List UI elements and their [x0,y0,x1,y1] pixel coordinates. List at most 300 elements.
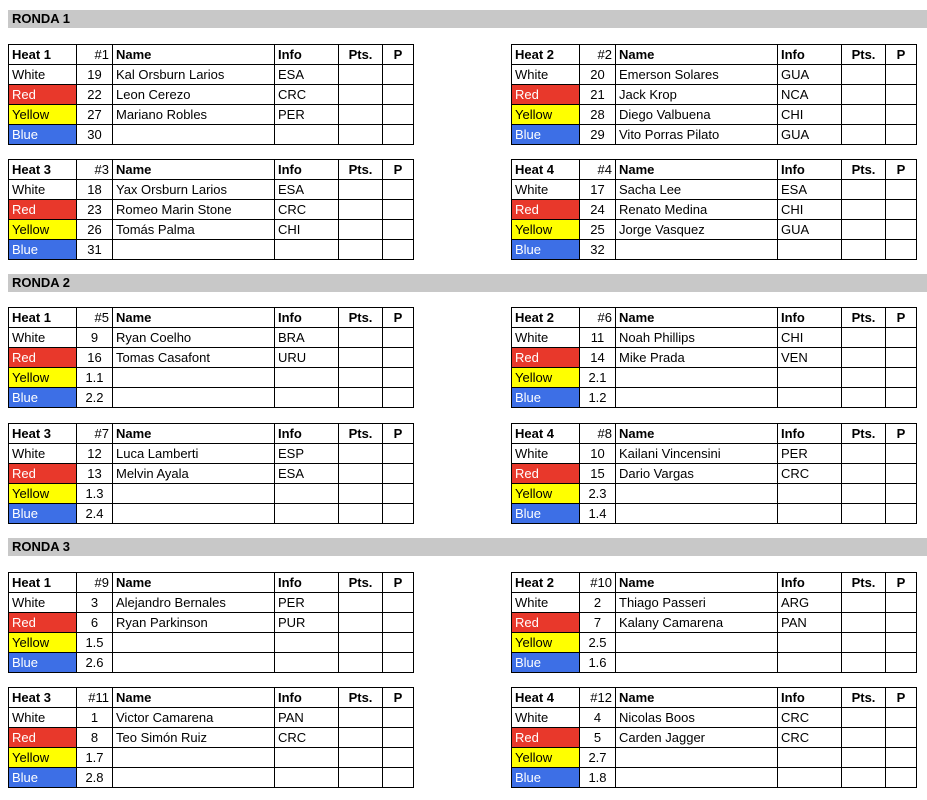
position-cell [383,728,414,748]
seed-cell: 19 [77,65,113,85]
lane-row [512,388,917,408]
lane-row [512,484,917,504]
info-header: Info [275,424,339,444]
position-cell [383,180,414,200]
position-cell [383,464,414,484]
info-header: Info [778,424,842,444]
points-cell [339,388,383,408]
athlete-info: CHI [778,328,842,348]
points-header: Pts. [842,160,886,180]
lane-row [512,708,917,728]
lane-color-yellow: Yellow [9,748,77,768]
round-title: RONDA 3 [8,538,927,556]
lane-row [512,593,917,613]
seed-cell: 9 [77,328,113,348]
name-header: Name [113,573,275,593]
position-cell [383,368,414,388]
name-header: Name [113,424,275,444]
heat-label: Heat 2 [512,308,580,328]
seed-cell: 1.6 [580,653,616,673]
athlete-name: Leon Cerezo [113,85,275,105]
points-cell [339,613,383,633]
athlete-info: VEN [778,348,842,368]
seed-cell: 8 [77,728,113,748]
lane-row [512,85,917,105]
athlete-name: Emerson Solares [616,65,778,85]
seed-cell: 26 [77,220,113,240]
lane-row [9,220,414,240]
athlete-info: GUA [778,125,842,145]
name-header: Name [113,160,275,180]
seed-cell: 2 [580,593,616,613]
lane-color-white: White [512,180,580,200]
athlete-name [616,633,778,653]
position-cell [383,633,414,653]
lane-color-blue: Blue [512,125,580,145]
lane-row [9,368,414,388]
position-cell [383,105,414,125]
heat-number: #12 [580,688,616,708]
lane-row [9,180,414,200]
seed-cell: 7 [580,613,616,633]
athlete-info: PAN [275,708,339,728]
heat-label: Heat 3 [9,160,77,180]
heat-label: Heat 1 [9,45,77,65]
points-cell [339,464,383,484]
lane-row [9,768,414,788]
seed-cell: 6 [77,613,113,633]
points-cell [842,633,886,653]
heat-table [511,44,917,145]
athlete-name [616,653,778,673]
points-cell [339,65,383,85]
points-cell [842,464,886,484]
lane-color-white: White [9,708,77,728]
lane-color-red: Red [512,348,580,368]
info-header: Info [275,308,339,328]
points-cell [339,444,383,464]
lane-color-red: Red [512,200,580,220]
lane-color-white: White [9,180,77,200]
lane-color-yellow: Yellow [9,368,77,388]
seed-cell: 27 [77,105,113,125]
info-header: Info [778,160,842,180]
position-cell [383,200,414,220]
points-cell [842,105,886,125]
lane-color-red: Red [512,464,580,484]
athlete-info: ESA [778,180,842,200]
athlete-info [275,748,339,768]
points-cell [339,633,383,653]
seed-cell: 31 [77,240,113,260]
points-cell [842,613,886,633]
seed-cell: 24 [580,200,616,220]
lane-color-red: Red [9,464,77,484]
lane-color-yellow: Yellow [9,220,77,240]
points-header: Pts. [842,688,886,708]
heat-number: #4 [580,160,616,180]
heat-header-row [9,45,414,65]
seed-cell: 30 [77,125,113,145]
points-cell [842,484,886,504]
lane-color-blue: Blue [9,125,77,145]
athlete-info [778,388,842,408]
lane-row [9,484,414,504]
lane-color-yellow: Yellow [512,368,580,388]
athlete-info: BRA [275,328,339,348]
points-cell [339,504,383,524]
position-header: P [886,308,917,328]
lane-row [512,125,917,145]
lane-row [512,200,917,220]
athlete-name: Ryan Parkinson [113,613,275,633]
athlete-name: Jorge Vasquez [616,220,778,240]
heat-number: #8 [580,424,616,444]
athlete-info [778,484,842,504]
seed-cell: 10 [580,444,616,464]
points-cell [339,348,383,368]
heat-header-row [9,424,414,444]
position-cell [383,504,414,524]
athlete-info: ESA [275,65,339,85]
seed-cell: 28 [580,105,616,125]
position-cell [383,240,414,260]
position-header: P [383,424,414,444]
points-cell [842,504,886,524]
points-header: Pts. [842,573,886,593]
seed-cell: 1.7 [77,748,113,768]
position-cell [886,653,917,673]
position-cell [886,105,917,125]
position-cell [383,768,414,788]
lane-row [512,220,917,240]
lane-color-blue: Blue [9,768,77,788]
athlete-name: Luca Lamberti [113,444,275,464]
lane-color-red: Red [512,85,580,105]
lane-row [512,65,917,85]
athlete-name: Mike Prada [616,348,778,368]
info-header: Info [275,688,339,708]
points-cell [339,220,383,240]
lane-color-red: Red [512,613,580,633]
athlete-name: Noah Phillips [616,328,778,348]
position-cell [383,348,414,368]
lane-color-yellow: Yellow [512,748,580,768]
lane-color-red: Red [9,613,77,633]
heat-label: Heat 4 [512,160,580,180]
seed-cell: 1.8 [580,768,616,788]
lane-color-yellow: Yellow [512,633,580,653]
lane-color-blue: Blue [9,653,77,673]
lane-color-blue: Blue [512,388,580,408]
athlete-info [275,653,339,673]
seed-cell: 14 [580,348,616,368]
lane-color-white: White [512,708,580,728]
points-cell [842,240,886,260]
position-cell [886,388,917,408]
lane-color-blue: Blue [9,240,77,260]
athlete-info [778,653,842,673]
points-cell [339,593,383,613]
athlete-info [275,768,339,788]
lane-row [512,105,917,125]
points-cell [842,200,886,220]
lane-row [9,633,414,653]
athlete-info [275,504,339,524]
lane-color-yellow: Yellow [512,220,580,240]
position-header: P [886,160,917,180]
lane-row [512,653,917,673]
athlete-info [275,125,339,145]
heat-number: #7 [77,424,113,444]
lane-color-red: Red [9,200,77,220]
points-cell [842,328,886,348]
points-header: Pts. [842,308,886,328]
heat-header-row [512,688,917,708]
lane-color-yellow: Yellow [512,105,580,125]
position-cell [886,504,917,524]
lane-row [9,328,414,348]
seed-cell: 3 [77,593,113,613]
athlete-name: Tomas Casafont [113,348,275,368]
lane-row [512,504,917,524]
lane-row [9,444,414,464]
name-header: Name [616,160,778,180]
seed-cell: 13 [77,464,113,484]
lane-color-red: Red [512,728,580,748]
points-cell [339,728,383,748]
position-header: P [886,424,917,444]
athlete-name: Yax Orsburn Larios [113,180,275,200]
heat-header-row [512,573,917,593]
points-cell [842,444,886,464]
athlete-name [113,633,275,653]
athlete-name: Kailani Vincensini [616,444,778,464]
position-cell [383,65,414,85]
points-cell [842,388,886,408]
athlete-name: Melvin Ayala [113,464,275,484]
lane-color-blue: Blue [512,240,580,260]
athlete-name: Diego Valbuena [616,105,778,125]
athlete-name: Mariano Robles [113,105,275,125]
lane-row [512,328,917,348]
seed-cell: 21 [580,85,616,105]
athlete-name [113,653,275,673]
position-cell [383,653,414,673]
heat-label: Heat 4 [512,424,580,444]
info-header: Info [778,308,842,328]
points-cell [339,180,383,200]
position-cell [886,613,917,633]
seed-cell: 1.4 [580,504,616,524]
points-cell [842,220,886,240]
position-cell [886,768,917,788]
athlete-name [113,388,275,408]
seed-cell: 5 [580,728,616,748]
lane-row [512,180,917,200]
heat-table [511,159,917,260]
lane-color-white: White [512,444,580,464]
position-cell [383,444,414,464]
points-cell [842,180,886,200]
points-cell [339,125,383,145]
seed-cell: 17 [580,180,616,200]
heat-table [8,44,414,145]
athlete-name [616,388,778,408]
position-cell [383,613,414,633]
athlete-name: Vito Porras Pilato [616,125,778,145]
lane-color-white: White [9,328,77,348]
seed-cell: 1.2 [580,388,616,408]
athlete-info: URU [275,348,339,368]
heat-number: #9 [77,573,113,593]
points-cell [842,728,886,748]
points-cell [339,240,383,260]
points-header: Pts. [842,45,886,65]
heat-label: Heat 1 [9,573,77,593]
heat-label: Heat 4 [512,688,580,708]
lane-color-red: Red [9,728,77,748]
position-header: P [886,45,917,65]
athlete-name: Thiago Passeri [616,593,778,613]
athlete-name [616,240,778,260]
athlete-info: GUA [778,220,842,240]
position-cell [886,328,917,348]
athlete-info: PAN [778,613,842,633]
athlete-name: Tomás Palma [113,220,275,240]
lane-row [512,368,917,388]
athlete-name: Nicolas Boos [616,708,778,728]
heat-label: Heat 1 [9,308,77,328]
position-cell [886,348,917,368]
seed-cell: 15 [580,464,616,484]
position-header: P [886,688,917,708]
lane-row [9,708,414,728]
lane-row [512,444,917,464]
athlete-info: CRC [778,708,842,728]
athlete-name: Kalany Camarena [616,613,778,633]
points-header: Pts. [339,308,383,328]
lane-row [9,125,414,145]
heat-number: #6 [580,308,616,328]
info-header: Info [275,160,339,180]
position-cell [886,125,917,145]
points-cell [842,708,886,728]
points-cell [339,653,383,673]
seed-cell: 23 [77,200,113,220]
lane-color-yellow: Yellow [9,633,77,653]
points-header: Pts. [339,45,383,65]
points-cell [842,65,886,85]
seed-cell: 4 [580,708,616,728]
seed-cell: 2.5 [580,633,616,653]
position-cell [886,180,917,200]
lane-row [512,348,917,368]
lane-color-white: White [9,593,77,613]
name-header: Name [616,573,778,593]
lane-color-red: Red [9,348,77,368]
seed-cell: 12 [77,444,113,464]
points-header: Pts. [339,160,383,180]
athlete-name: Alejandro Bernales [113,593,275,613]
seed-cell: 1.3 [77,484,113,504]
athlete-info: CHI [778,105,842,125]
info-header: Info [778,688,842,708]
position-cell [383,220,414,240]
heat-table [8,687,414,788]
athlete-name: Sacha Lee [616,180,778,200]
lane-row [512,768,917,788]
lane-row [9,464,414,484]
athlete-name [616,768,778,788]
athlete-info [275,368,339,388]
points-cell [842,768,886,788]
athlete-name: Jack Krop [616,85,778,105]
name-header: Name [616,424,778,444]
position-header: P [383,688,414,708]
lane-row [512,728,917,748]
position-cell [886,633,917,653]
position-cell [886,444,917,464]
lane-row [512,748,917,768]
position-cell [383,484,414,504]
position-cell [886,728,917,748]
athlete-info: CHI [275,220,339,240]
points-cell [339,368,383,388]
seed-cell: 29 [580,125,616,145]
athlete-info [778,748,842,768]
position-cell [383,748,414,768]
info-header: Info [778,573,842,593]
athlete-info [275,633,339,653]
heat-table [511,423,917,524]
points-cell [842,593,886,613]
points-cell [339,484,383,504]
lane-color-yellow: Yellow [9,484,77,504]
position-cell [886,65,917,85]
points-cell [339,768,383,788]
lane-color-white: White [512,328,580,348]
lane-color-white: White [512,65,580,85]
athlete-info: PER [275,105,339,125]
position-cell [383,85,414,105]
heat-header-row [512,45,917,65]
seed-cell: 25 [580,220,616,240]
position-cell [886,368,917,388]
athlete-name: Teo Simón Ruiz [113,728,275,748]
points-cell [339,708,383,728]
seed-cell: 2.3 [580,484,616,504]
position-cell [383,593,414,613]
athlete-name: Ryan Coelho [113,328,275,348]
position-cell [383,328,414,348]
name-header: Name [616,688,778,708]
athlete-name [113,748,275,768]
athlete-info: NCA [778,85,842,105]
seed-cell: 32 [580,240,616,260]
heat-number: #1 [77,45,113,65]
position-header: P [383,573,414,593]
heat-header-row [9,160,414,180]
heat-header-row [9,308,414,328]
lane-color-blue: Blue [512,504,580,524]
lane-row [9,748,414,768]
position-cell [383,125,414,145]
position-cell [886,708,917,728]
athlete-info [275,484,339,504]
athlete-name [113,768,275,788]
athlete-name: Romeo Marin Stone [113,200,275,220]
